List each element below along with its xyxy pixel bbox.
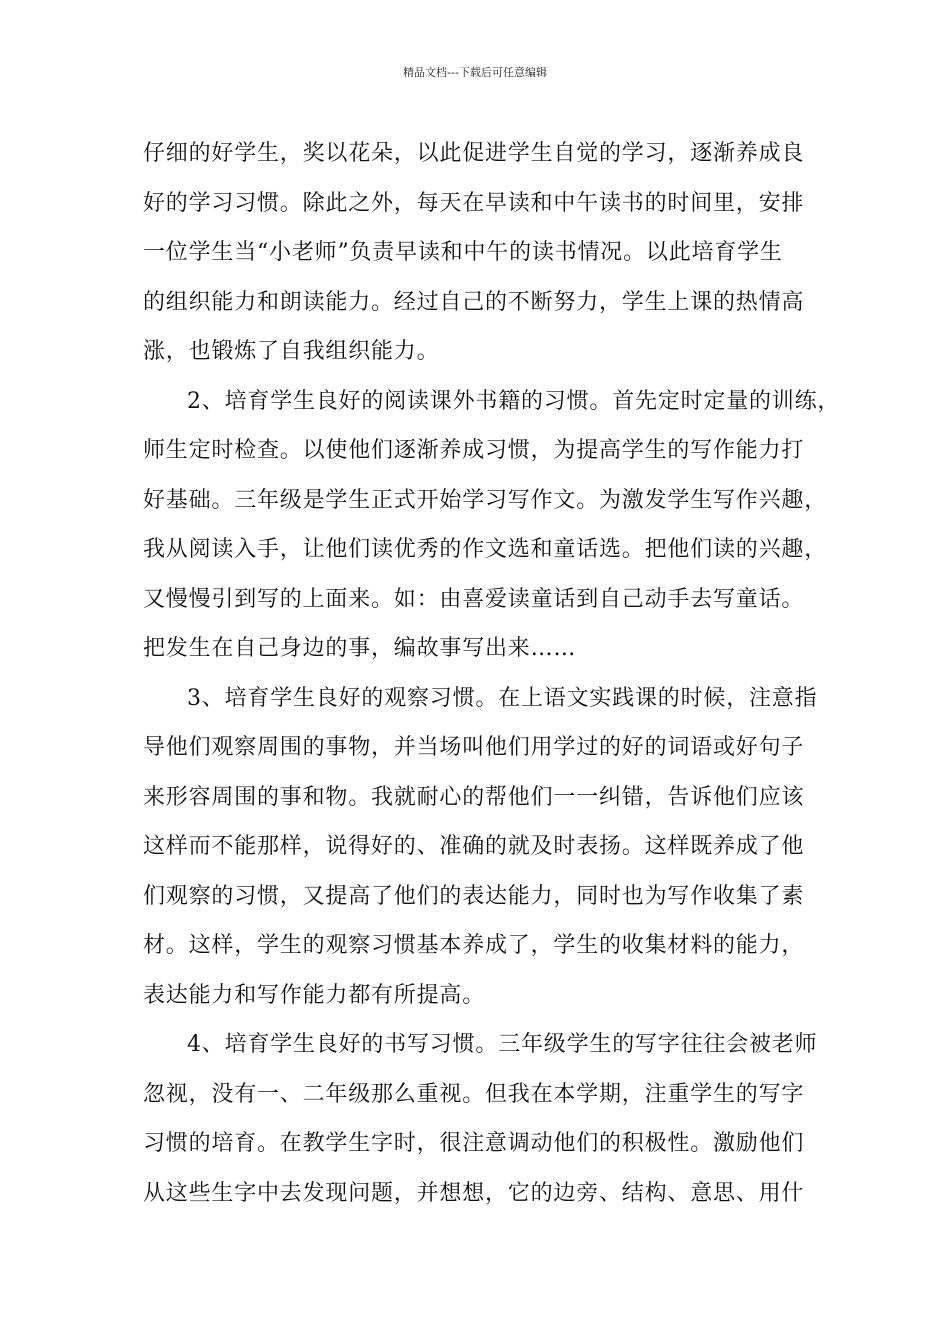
text-line: 从这些生字中去发现问题，并想想，它的边旁、结构、意思、用什 (143, 1180, 805, 1206)
text-line: 习惯的培育。在教学生字时，很注意调动他们的积极性。激励他们 (143, 1131, 805, 1156)
text-line: 2、培育学生良好的阅读课外书籍的习惯。首先定时定量的训练， (187, 388, 841, 414)
text-line: 导他们观察周围的事物，并当场叫他们用学过的好的词语或好句子 (143, 735, 805, 760)
text-line: 材。这样，学生的观察习惯基本养成了，学生的收集材料的能力， (143, 933, 805, 958)
text-line: 师生定时检查。以使他们逐渐养成习惯，为提高学生的写作能力打 (143, 438, 805, 463)
paragraph-3 (143, 674, 818, 1021)
paragraph-2 (143, 377, 841, 674)
text-line: 3、培育学生良好的观察习惯。在上语文实践课的时候，注意指 (187, 685, 818, 711)
paragraph-4 (143, 1020, 818, 1218)
text-line: 我从阅读入手，让他们读优秀的作文选和童话选。把他们读的兴趣， (143, 537, 828, 562)
text-line: 表达能力和写作能力都有所提高。 (143, 982, 486, 1008)
document-body (143, 129, 841, 1218)
text-line: 这样而不能那样，说得好的、准确的就及时表扬。这样既养成了他 (143, 834, 805, 859)
text-line: 一位学生当“小老师”负责早读和中午的读书情况。以此培育学生 (143, 240, 783, 265)
text-line: 把发生在自己身边的事，编故事写出来…… (143, 636, 577, 661)
text-line: 们观察的习惯，又提高了他们的表达能力，同时也为写作收集了素 (143, 883, 805, 909)
text-line: 涨，也锻炼了自我组织能力。 (143, 339, 440, 364)
paragraph-1 (143, 129, 811, 377)
text-line: 又慢慢引到写的上面来。如：由喜爱读童话到自己动手去写童话。 (143, 586, 805, 612)
text-line: 仔细的好学生，奖以花朵，以此促进学生自觉的学习，逐渐养成良 (143, 141, 805, 166)
text-line: 来形容周围的事和物。我就耐心的帮他们一一纠错，告诉他们应该 (143, 784, 805, 810)
text-line: 的组织能力和朗读能力。经过自己的不断努力，学生上课的热情高 (143, 289, 805, 315)
text-line: 4、培育学生良好的书写习惯。三年级学生的写字往往会被老师 (187, 1032, 818, 1057)
page-header: 精品文档---下载后可任意编辑 (403, 66, 547, 79)
text-line: 忽视，没有一、二年级那么重视。但我在本学期，注重学生的写字 (143, 1081, 805, 1107)
text-line: 好基础。三年级是学生正式开始学习写作文。为激发学生写作兴趣， (143, 487, 828, 513)
text-line: 好的学习习惯。除此之外，每天在早读和中午读书的时间里，安排 (143, 190, 805, 216)
